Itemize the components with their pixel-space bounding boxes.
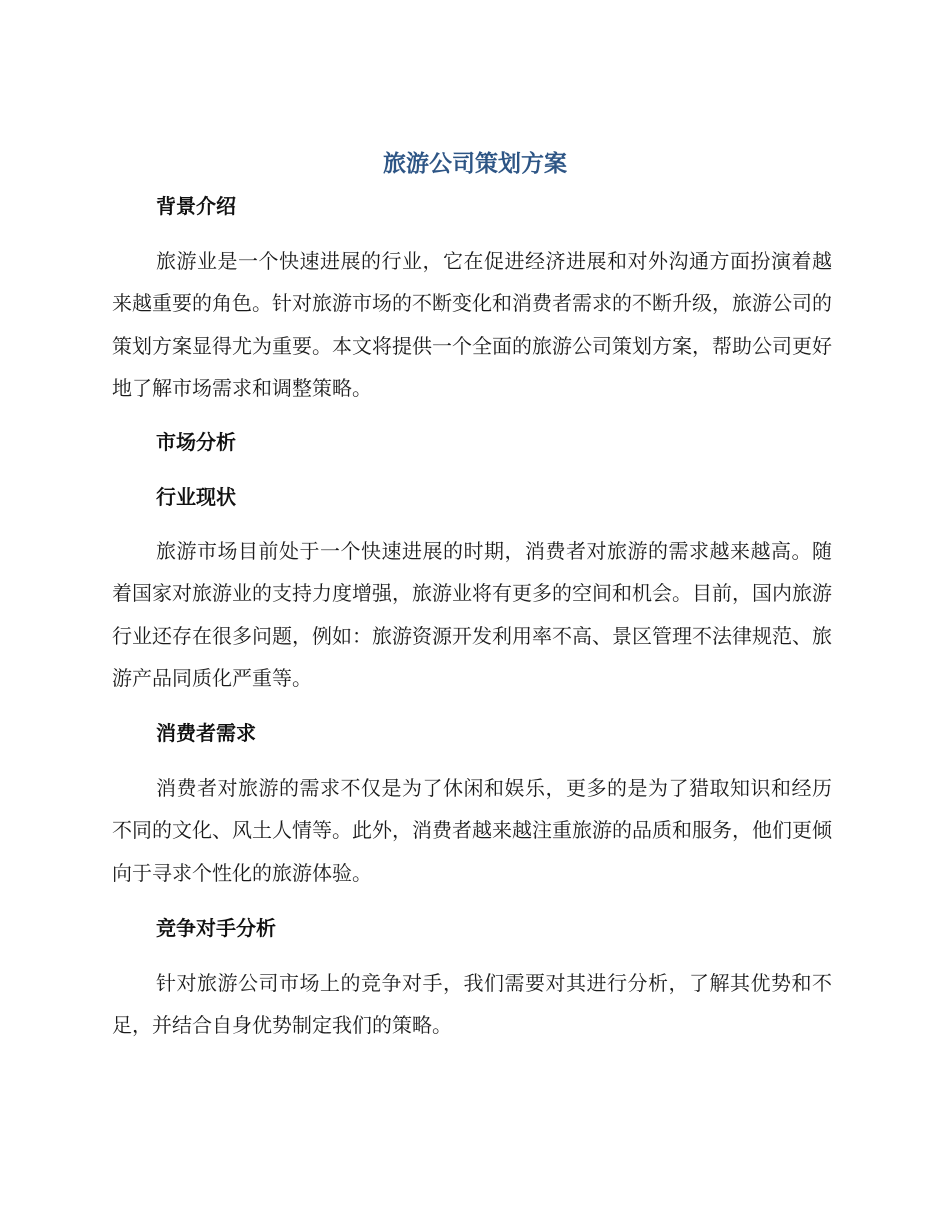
section-body-consumer-demand: 消费者对旅游的需求不仅是为了休闲和娱乐，更多的是为了猎取知识和经历不同的文化、风土人情等。此外，消费者越来越注重旅游的品质和服务，他们更倾向于寻求个性化的旅游体验。	[112, 776, 832, 885]
section-heading-market-analysis: 市场分析	[156, 430, 236, 454]
section-heading-competitor-analysis: 竞争对手分析	[156, 916, 276, 940]
section-heading-industry-status: 行业现状	[156, 485, 236, 509]
document-title: 旅游公司策划方案	[383, 151, 567, 177]
section-body-industry-status: 旅游市场目前处于一个快速进展的时期，消费者对旅游的需求越来越高。随着国家对旅游业的支持力度增强，旅游业将有更多的空间和机会。目前，国内旅游行业还存在很多问题，例如：旅游资源开发利用率不高、景区管理不法律规范、旅游产品同质化严重等。	[112, 539, 832, 690]
section-body-competitor-analysis: 针对旅游公司市场上的竞争对手，我们需要对其进行分析，了解其优势和不足，并结合自身优势制定我们的策略。	[112, 971, 832, 1038]
section-body-background: 旅游业是一个快速进展的行业，它在促进经济进展和对外沟通方面扮演着越来越重要的角色。针对旅游市场的不断变化和消费者需求的不断升级，旅游公司的策划方案显得尤为重要。本文将提供一个全面的旅游公司策划方案，帮助公司更好地了解市场需求和调整策略。	[112, 249, 832, 400]
section-heading-background: 背景介绍	[156, 194, 236, 218]
section-heading-consumer-demand: 消费者需求	[156, 721, 256, 745]
